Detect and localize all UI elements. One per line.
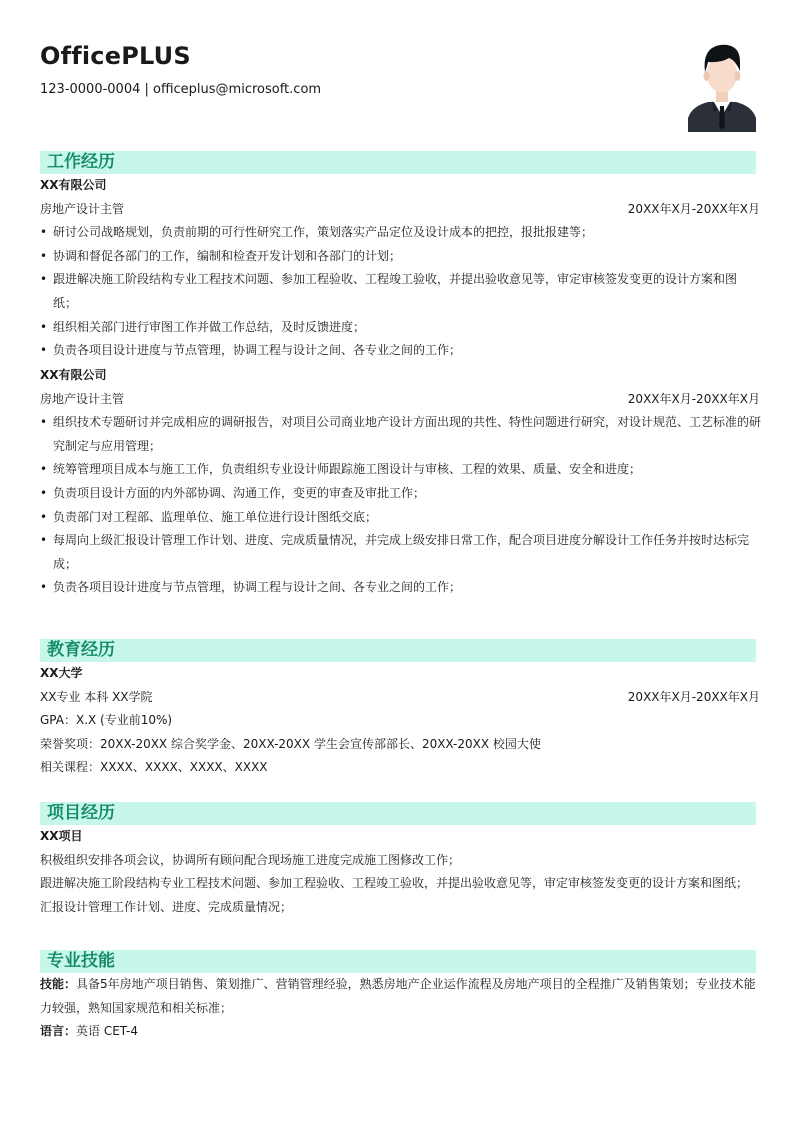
major: XX专业 本科 XX学院 <box>40 689 153 704</box>
project-line: 汇报设计管理工作计划、进度、完成质量情况； <box>40 899 293 914</box>
section-header-skills <box>40 950 756 973</box>
list-item: • 跟进解决施工阶段结构专业工程技术问题、参加工程验收、工程竣工验收，并提出验收意见等，审定审核签发变更的设计方案和图纸； <box>40 268 753 315</box>
section-header-education <box>40 639 756 662</box>
project-line: 跟进解决施工阶段结构专业工程技术问题、参加工程验收、工程竣工验收，并提出验收意见等，审定审核签发变更的设计方案和图纸； <box>40 876 749 891</box>
list-item: • 研讨公司战略规划，负责前期的可行性研究工作，策划落实产品定位及设计成本的把控，报批报建等； <box>40 221 760 245</box>
section-title-education: 教育经历 <box>47 640 115 660</box>
work-job-1 <box>40 174 760 363</box>
list-item: • 负责各项目设计进度与节点管理，协调工程与设计之间、各专业之间的工作； <box>40 339 760 363</box>
candidate-name: OfficePLUS <box>40 42 191 70</box>
job-date: 20XX年X月-20XX年X月 <box>627 201 760 216</box>
major-row <box>40 686 760 710</box>
language-text: 英语 CET-4 <box>76 1024 138 1039</box>
avatar-photo <box>688 40 756 132</box>
job-role: 房地产设计主管 <box>40 391 125 406</box>
company-name: XX有限公司 <box>40 368 107 382</box>
section-title-work: 工作经历 <box>47 152 115 172</box>
courses: 相关课程：XXXX、XXXX、XXXX、XXXX <box>40 760 268 775</box>
skills-entry <box>40 973 760 1044</box>
education-date: 20XX年X月-20XX年X月 <box>627 689 760 704</box>
section-title-projects: 项目经历 <box>47 803 115 823</box>
list-item: • 负责项目设计方面的内外部协调、沟通工作，变更的审查及审批工作； <box>40 482 760 506</box>
section-title-skills: 专业技能 <box>47 951 115 971</box>
skills-line <box>40 973 756 1020</box>
gpa: GPA：X.X (专业前10%) <box>40 713 173 728</box>
school-name: XX大学 <box>40 666 83 680</box>
contact-info: 123-0000-0004 | officeplus@microsoft.com <box>40 82 322 97</box>
project-entry <box>40 825 760 919</box>
job-role: 房地产设计主管 <box>40 201 125 216</box>
list-item: • 协调和督促各部门的工作，编制和检查开发计划和各部门的计划； <box>40 245 760 269</box>
list-item: • 统筹管理项目成本与施工工作，负责组织专业设计师跟踪施工图设计与审核、工程的效果、质量、安全和进度； <box>40 458 760 482</box>
section-header-work <box>40 151 756 174</box>
skills-text: 具备5年房地产项目销售、策划推广、营销管理经验，熟悉房地产企业运作流程及房地产项目的全程推广及销售策划；专业技术能力较强，熟知国家规范和相关标准； <box>40 977 756 1015</box>
list-item: • 组织技术专题研讨并完成相应的调研报告，对项目公司商业地产设计方面出现的共性、特性问题进行研究，对设计规范、工艺标准的研究制定与应用管理； <box>40 411 768 458</box>
company-name: XX有限公司 <box>40 178 107 192</box>
skills-label: 技能： <box>40 977 77 991</box>
list-item: • 每周向上级汇报设计管理工作计划、进度、完成质量情况，并完成上级安排日常工作，配合项目进度分解设计工作任务并按时达标完成； <box>40 529 768 576</box>
job-date: 20XX年X月-20XX年X月 <box>627 391 760 406</box>
work-job-2 <box>40 364 760 600</box>
awards: 荣誉奖项：20XX-20XX 综合奖学金、20XX-20XX 学生会宣传部部长、20XX-20XX 校园大使 <box>40 736 541 751</box>
section-header-projects <box>40 802 756 825</box>
education-entry <box>40 662 760 780</box>
project-name: XX项目 <box>40 829 83 843</box>
list-item: • 负责各项目设计进度与节点管理，协调工程与设计之间、各专业之间的工作； <box>40 576 760 600</box>
job-role-row <box>40 198 760 222</box>
project-line: 积极组织安排各项会议，协调所有顾问配合现场施工进度完成施工图修改工作； <box>40 852 461 867</box>
list-item: • 负责部门对工程部、监理单位、施工单位进行设计图纸交底； <box>40 506 760 530</box>
language-label: 语言： <box>40 1024 77 1039</box>
job-role-row <box>40 388 760 412</box>
language-line <box>40 1020 760 1044</box>
list-item: • 组织相关部门进行审图工作并做工作总结，及时反馈进度； <box>40 316 760 340</box>
